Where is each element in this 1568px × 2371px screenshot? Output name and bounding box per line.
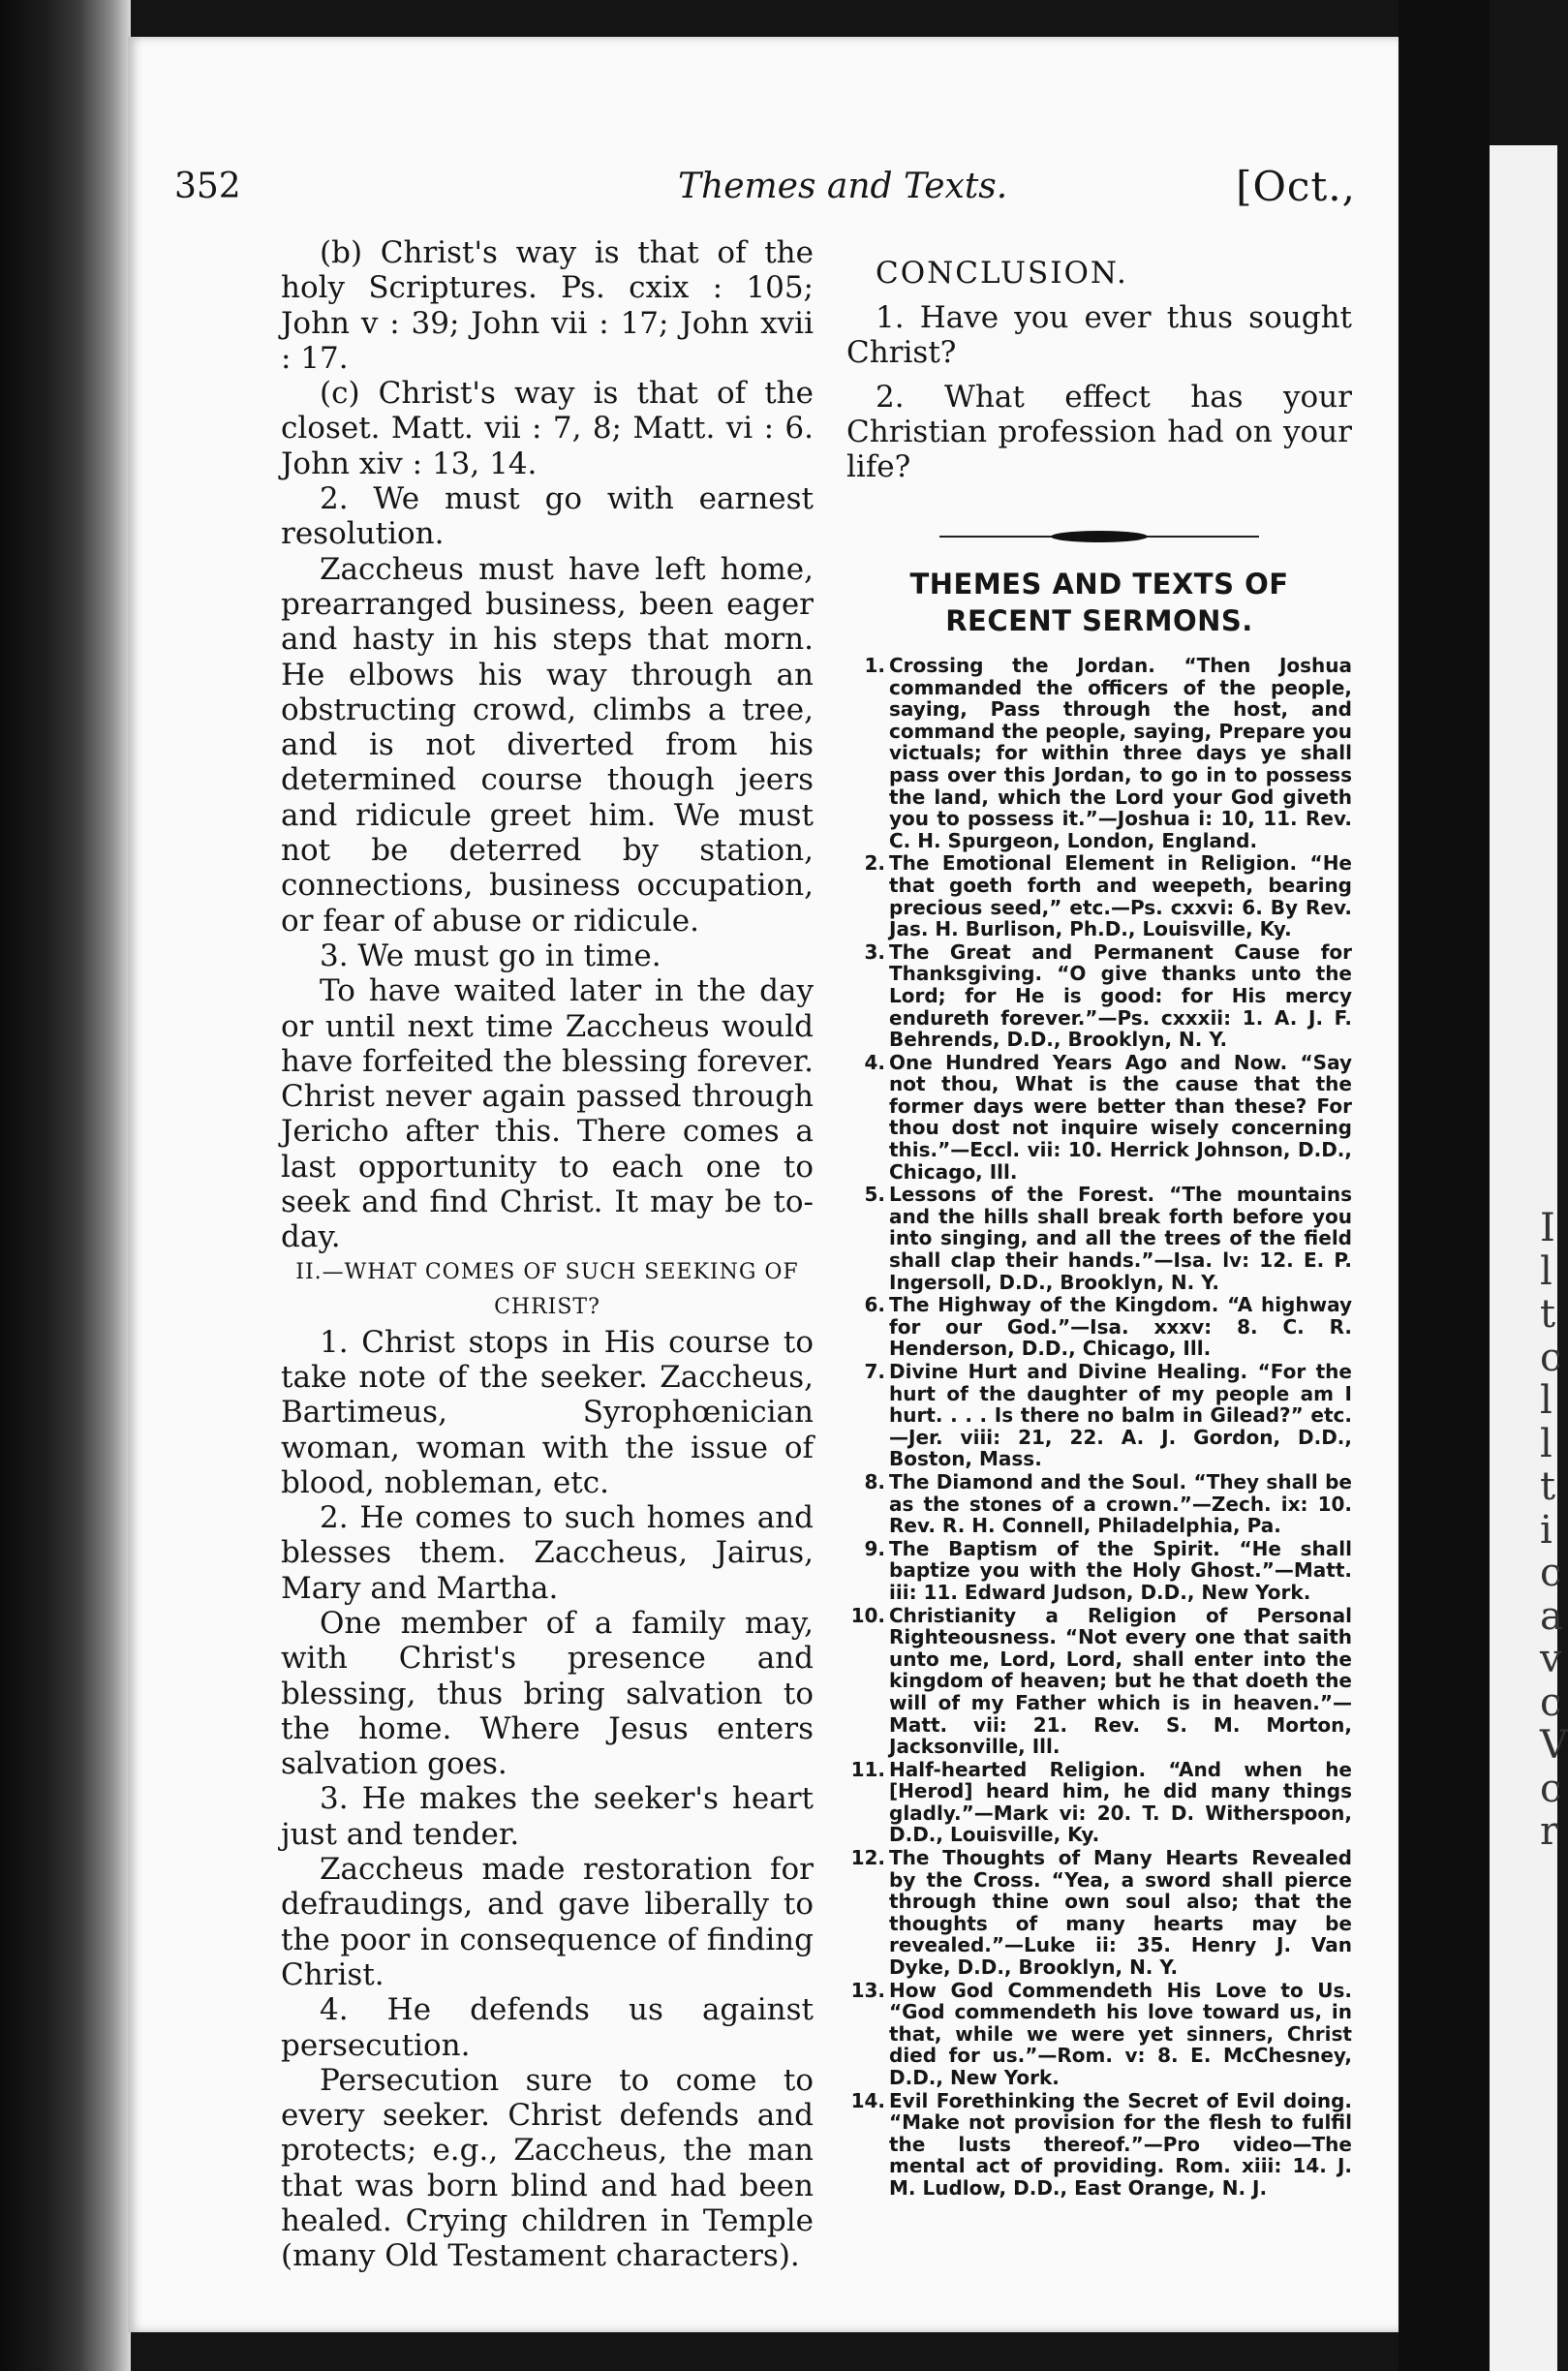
sermon-number: 12.: [850, 1846, 885, 1870]
conclusion-title: CONCLUSION.: [876, 256, 1128, 291]
page-edge-shadow: [1399, 0, 1490, 2371]
page-header: [174, 155, 1366, 223]
facing-page-letter: I: [1540, 1206, 1555, 1250]
sermon-entry: [846, 1980, 1352, 2089]
sermon-number: 2.: [864, 851, 885, 876]
body-paragraph: (c) Christ's way is that of the closet. Matt. vii : 7, 8; Matt. vi : 6. John xiv : 13, 14.: [281, 376, 814, 481]
facing-page-letter: c: [1540, 1679, 1562, 1725]
sermon-number: 7.: [864, 1360, 885, 1383]
sermon-number: 13.: [850, 1978, 885, 2002]
sermon-entry: [846, 941, 1352, 1051]
body-paragraph: To have waited later in the day or until next time Zaccheus would have forfeited the blessing forever. Christ never again passed through Jericho after this. There comes a last opportunity to each one to seek and find Christ. It may be to-day.: [281, 973, 814, 1255]
body-paragraph: 3. He makes the seeker's heart just and tender.: [281, 1781, 814, 1852]
sermon-entry: [846, 1759, 1352, 1846]
sermon-entry: [846, 1184, 1352, 1293]
sermon-number: 8.: [864, 1469, 885, 1493]
conclusion-section: [846, 256, 1352, 484]
running-title: Themes and Texts.: [678, 167, 1008, 206]
facing-page-letter: V: [1540, 1723, 1568, 1768]
conclusion-item: 2. What effect has your Christian profession had on your life?: [846, 380, 1352, 484]
sermon-entry: [846, 1471, 1352, 1537]
sermon-number: 11.: [850, 1757, 885, 1781]
body-paragraph: (b) Christ's way is that of the holy Scriptures. Ps. cxix : 105; John v : 39; John vii : 17; John xvii : 17.: [281, 235, 814, 376]
sermon-text: The Thoughts of Many Hearts Revealed by the Cross. “Yea, a sword shall pierce through thine own soul also; that the thoughts of many hearts may be revealed.”—Luke ii: 35. Henry J. Van Dyke, D.D., Brooklyn, N. Y.: [889, 1846, 1352, 1980]
sermon-entry: [846, 655, 1352, 851]
body-paragraph: Persecution sure to come to every seeker. Christ defends and protects; e.g., Zaccheus, the man that was born blind and had been healed. Crying children in Temple (many Old Testament characters).: [281, 2062, 814, 2274]
sermon-text: Crossing the Jordan. “Then Joshua commanded the officers of the people, saying, Pass through the host, and command the people, saying, Prepare you victuals; for within three days ye shall pass over this Jordan, to go in to possess the land, which the Lord your God giveth you to possess it.”—Joshua i: 10, 11. Rev. C. H. Spurgeon, London, England.: [889, 654, 1352, 852]
sermon-text: The Highway of the Kingdom. “A highway for our God.”—Isa. xxxv: 8. C. R. Henderson, D.D., Chicago, Ill.: [889, 1293, 1352, 1361]
facing-page-letter: v: [1540, 1637, 1562, 1681]
sermon-text: One Hundred Years Ago and Now. “Say not thou, What is the cause that the former days were better than these? For thou dost not inquire wisely concerning this.”—Eccl. vii: 10. Herrick Johnson, D.D., Chicago, Ill.: [889, 1050, 1352, 1184]
sermon-entry: [846, 1847, 1352, 1979]
sermon-number: 1.: [864, 654, 885, 677]
facing-page-letter: r: [1540, 1809, 1559, 1854]
sermon-entry: [846, 1605, 1352, 1758]
facing-page-letter: c: [1540, 1766, 1562, 1811]
sermon-text: The Diamond and the Soul. “They shall be as the stones of a crown.”—Zech. ix: 10. Rev. R. H. Connell, Philadelphia, Pa.: [889, 1469, 1352, 1538]
ornamental-divider: [939, 531, 1259, 542]
facing-page-letter: l: [1540, 1421, 1553, 1466]
sermon-entry: [846, 852, 1352, 939]
sermon-entry: [846, 2090, 1352, 2200]
conclusion-item: 1. Have you ever thus sought Christ?: [846, 300, 1352, 370]
themes-section-title: THEMES AND TEXTS OF RECENT SERMONS.: [909, 568, 1289, 637]
sermon-number: 6.: [864, 1293, 885, 1317]
facing-page-letter: t: [1540, 1292, 1556, 1337]
sermon-text: Half-hearted Religion. “And when he [Herod] heard him, he did many things gladly.”—Mark vi: 20. T. D. Witherspoon, D.D., Louisville, Ky.: [889, 1757, 1352, 1847]
sermon-text: Lessons of the Forest. “The mountains and the hills shall break forth before you into singing, and all the trees of the field shall clap their hands.”—Isa. lv: 12. E. P. Ingersoll, D.D., Brooklyn, N. Y.: [889, 1183, 1352, 1294]
sermon-number: 4.: [864, 1050, 885, 1074]
body-paragraph: 2. He comes to such homes and blesses them. Zaccheus, Jairus, Mary and Martha.: [281, 1500, 814, 1606]
body-paragraph: 1. Christ stops in His course to take note of the seeker. Zaccheus, Bartimeus, Syrophœnician woman, woman with the issue of blood, nobleman, etc.: [281, 1324, 814, 1500]
facing-page-letter: c: [1540, 1335, 1562, 1380]
body-paragraph: 2. We must go with earnest resolution.: [281, 481, 814, 552]
sermon-text: Divine Hurt and Divine Healing. “For the hurt of the daughter of my people am I hurt. . . . Is there no balm in Gilead?” etc.—Jer. viii: 21, 22. A. J. Gordon, D.D., Boston, Mass.: [889, 1360, 1352, 1471]
sermon-entry: [846, 1538, 1352, 1604]
sermon-number: 10.: [850, 1603, 885, 1627]
sermon-entry: [846, 1052, 1352, 1184]
body-paragraph: 4. He defends us against persecution.: [281, 1992, 814, 2063]
sermon-text: How God Commendeth His Love to Us. “God commendeth his love toward us, in that, while we were yet sinners, Christ died for us.”—Rom. v: 8. E. McChesney, D.D., New York.: [889, 1978, 1352, 2089]
sermon-text: Evil Forethinking the Secret of Evil doing. “Make not provision for the flesh to fulfil the lusts thereof.”—Pro video—The mental act of providing. Rom. xiii: 14. J. M. Ludlow, D.D., East Orange, N. J.: [889, 2088, 1352, 2200]
facing-page-letter: l: [1540, 1248, 1553, 1294]
section-heading: II.—WHAT COMES OF SUCH SEEKING OF CHRIST?: [295, 1259, 799, 1319]
sermon-entry: [846, 1361, 1352, 1470]
facing-page-fragment: [1490, 145, 1568, 2371]
sermon-number: 3.: [864, 939, 885, 964]
sermon-entry: [846, 1294, 1352, 1360]
body-paragraph: 3. We must go in time.: [320, 938, 661, 973]
divider-ornament: [1051, 531, 1148, 542]
sermon-number: 14.: [850, 2088, 885, 2112]
facing-page-letter: t: [1540, 1464, 1556, 1509]
facing-page-letter: i: [1540, 1507, 1553, 1553]
sermon-text: The Great and Permanent Cause for Thanksgiving. “O give thanks unto the Lord; for He is good: for His mercy endureth forever.”—Ps. cxxxii: 1. A. J. F. Behrends, D.D., Brooklyn, N. Y.: [889, 939, 1352, 1052]
facing-page-letter: a: [1540, 1593, 1563, 1639]
body-paragraph: Zaccheus made restoration for defraudings, and gave liberally to the poor in consequence of finding Christ.: [281, 1852, 814, 1992]
facing-page-letter: l: [1540, 1378, 1553, 1423]
sermon-text: The Baptism of the Spirit. “He shall baptize you with the Holy Ghost.”—Matt. iii: 11. Edward Judson, D.D., New York.: [889, 1536, 1352, 1604]
book-gutter: [0, 0, 131, 2371]
running-month: [Oct.,: [1236, 163, 1356, 210]
sermon-text: The Emotional Element in Religion. “He that goeth forth and weepeth, bearing precious seed,” etc.—Ps. cxxvi: 6. By Rev. Jas. H. Burlison, Ph.D., Louisville, Ky.: [889, 851, 1352, 941]
page-number: 352: [174, 167, 241, 206]
body-paragraph: One member of a family may, with Christ's presence and blessing, thus bring salvation to the home. Where Jesus enters salvation goes.: [281, 1605, 814, 1782]
body-paragraph: Zaccheus must have left home, prearranged business, been eager and hasty in his steps that morn. He elbows his way through an obstructing crowd, climbs a tree, and is not diverted from his determined course though jeers and ridicule greet him. We must not be deterred by station, connections, business occupation, or fear of abuse or ridicule.: [281, 551, 814, 939]
sermon-text: Christianity a Religion of Personal Righteousness. “Not every one that saith unto me, Lord, Lord, shall enter into the kingdom of heaven; but he that doeth the will of my Father which is in heaven.”—Matt. vii: 21. Rev. S. M. Morton, Jacksonville, Ill.: [889, 1603, 1352, 1759]
sermon-number: 9.: [864, 1536, 885, 1560]
sermon-list: [846, 655, 1352, 2200]
right-column: [846, 256, 1352, 2201]
sermon-number: 5.: [864, 1183, 885, 1207]
facing-page-letter: c: [1540, 1551, 1562, 1595]
left-column: [281, 235, 814, 2274]
